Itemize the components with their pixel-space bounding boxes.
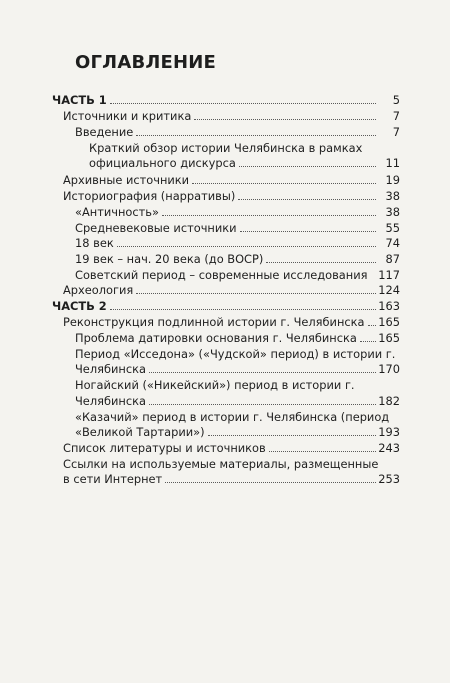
toc-dot-leader (136, 293, 376, 294)
toc-page-number: 117 (378, 268, 400, 282)
toc-dot-leader (136, 135, 376, 136)
toc-entry-title: Историография (нарративы) (63, 189, 236, 203)
toc-dot-leader (149, 372, 376, 373)
toc-dot-leader (117, 246, 376, 247)
toc-entry-title: 18 век (75, 236, 114, 250)
toc-page-number: 165 (378, 331, 400, 345)
toc-page-number: 170 (378, 362, 400, 376)
toc-dot-leader (208, 435, 376, 436)
toc-entry-title: Архивные источники (63, 173, 190, 187)
toc-entry-title: Средневековые источники (75, 221, 237, 235)
toc-page-number: 253 (378, 472, 400, 486)
toc-dot-leader (368, 325, 376, 326)
toc-entry-title: Ссылки на используемые материалы, размещенные (63, 457, 379, 471)
toc-entry-title: Введение (75, 125, 134, 139)
toc-page-number: 38 (385, 205, 400, 219)
toc-page-number: 7 (392, 109, 400, 123)
toc-entry-title: «Античность» (75, 205, 159, 219)
toc-page-number: 7 (392, 125, 400, 139)
toc-entry-title: Ногайский («Никейский») период в истории г. (75, 378, 355, 392)
toc-dot-leader (165, 482, 376, 483)
toc-dot-leader (238, 199, 376, 200)
toc-page-number: 38 (385, 189, 400, 203)
toc-page-number: 55 (385, 221, 400, 235)
toc-dot-leader (149, 404, 376, 405)
toc-page-number: 11 (385, 156, 400, 170)
toc-page-number: 87 (385, 252, 400, 266)
toc-page-number: 243 (378, 441, 400, 455)
toc-dot-leader (269, 451, 376, 452)
toc-entry-title: 19 век – нач. 20 века (до ВОСР) (75, 252, 264, 266)
toc-dot-leader (266, 262, 376, 263)
toc-entry-title: Период «Исседона» («Чудской» период) в истории г. (75, 347, 396, 361)
toc-page-number: 74 (385, 236, 400, 250)
toc-entry-title: «Казачий» период в истории г. Челябинска (период (75, 410, 390, 424)
toc-dot-leader (192, 183, 376, 184)
page-title: ОГЛАВЛЕНИЕ (75, 52, 217, 73)
toc-entry-title: Краткий обзор истории Челябинска в рамках (89, 141, 363, 155)
toc-page-number: 124 (378, 283, 400, 297)
toc-entry-title: официального дискурса (89, 156, 236, 170)
toc-page-number: 165 (378, 315, 400, 329)
toc-part-heading: ЧАСТЬ 2 (52, 299, 107, 313)
toc-entry-title: Челябинска (75, 394, 146, 408)
toc-part-heading: ЧАСТЬ 1 (52, 93, 107, 107)
toc-dot-leader (110, 103, 376, 104)
toc-entry-title: «Великой Тартарии») (75, 425, 205, 439)
toc-dot-leader (240, 231, 376, 232)
toc-dot-leader (239, 166, 376, 167)
toc-dot-leader (110, 309, 376, 310)
toc-dot-leader (360, 341, 376, 342)
toc-page-number: 163 (378, 299, 400, 313)
toc-page-number: 193 (378, 425, 400, 439)
toc-entry-title: Проблема датировки основания г. Челябинска (75, 331, 357, 345)
toc-dot-leader (194, 119, 376, 120)
toc-dot-leader (162, 215, 376, 216)
toc-page-number: 19 (385, 173, 400, 187)
toc-entry-title: Реконструкция подлинной истории г. Челябинска (63, 315, 365, 329)
toc-entry-title: Список литературы и источников (63, 441, 266, 455)
toc-entry-title: Советский период – современные исследования (75, 268, 368, 282)
toc-page-number: 182 (378, 394, 400, 408)
toc-entry-title: в сети Интернет (63, 472, 163, 486)
toc-entry-title: Источники и критика (63, 109, 192, 123)
toc-page-number: 5 (392, 93, 400, 107)
toc-entry-title: Челябинска (75, 362, 146, 376)
toc-entry-title: Археология (63, 283, 134, 297)
